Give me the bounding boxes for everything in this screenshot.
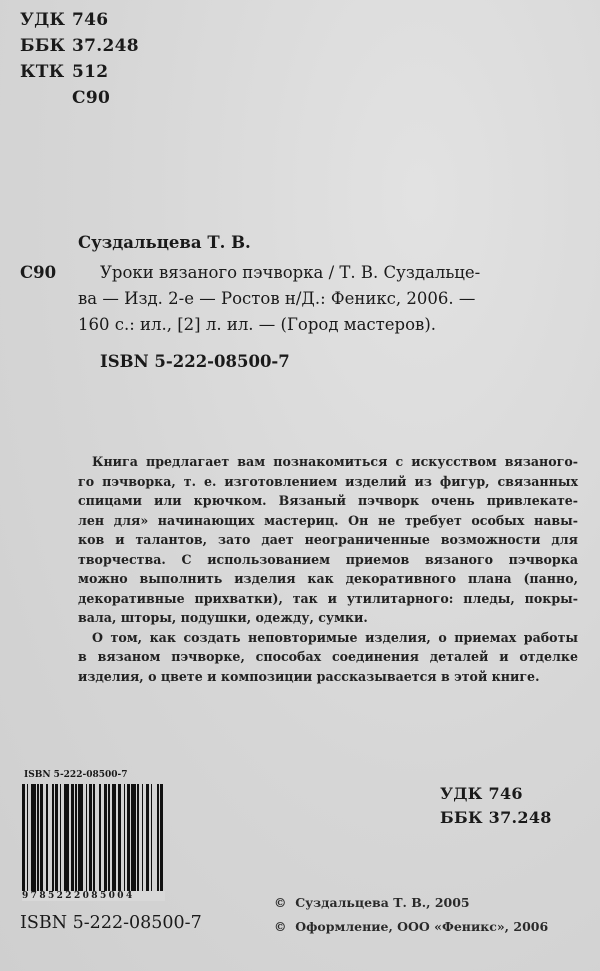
annotation-line: О том, как создать неповторимые изделия, о приемах работы (92, 630, 578, 645)
code-label: КТК (20, 62, 65, 82)
author-name: Суздальцева Т. В. (78, 233, 251, 252)
barcode-bar (163, 784, 165, 892)
copyright-text: Суздальцева Т. В., 2005 (295, 895, 470, 910)
bbk-code (20, 36, 139, 56)
code-label: УДК (20, 10, 66, 30)
copyright-text: Оформление, ООО «Феникс», 2006 (295, 919, 549, 934)
annotation-line: творчества. С использованием приемов вязаного пэчворка (78, 552, 578, 567)
annotation-line: изделия, о цвете и композиции рассказывается в этой книге. (78, 669, 540, 684)
record-mark: С90 (20, 263, 57, 282)
record-line: ва — Изд. 2-е — Ростов н/Д.: Феникс, 2006. — (78, 289, 476, 308)
record-line: 160 с.: ил., [2] л. ил. — (Город мастеров). (78, 315, 437, 334)
copyright-author (274, 895, 470, 910)
annotation-line: декоративные прихватки), так и утилитарного: пледы, покры- (78, 591, 578, 606)
code-label: ББК (20, 36, 66, 56)
author-mark: С90 (72, 88, 111, 108)
code-value: 512 (72, 62, 109, 82)
footer-udk: УДК 746 (440, 784, 523, 803)
record-line: Уроки вязаного пэчворка / Т. В. Суздальце- (100, 263, 481, 282)
annotation-line: ков и талантов, зато дает неограниченные возможности для (78, 532, 578, 547)
annotation-line: лен для» начинающих мастериц. Он не требует особых навы- (78, 513, 578, 528)
barcode-isbn: ISBN 5-222-08500-7 (24, 770, 128, 780)
udk-code (20, 10, 108, 30)
footer-bbk: ББК 37.248 (440, 808, 552, 827)
copyright-icon: © (274, 895, 287, 910)
annotation-line: в вязаном пэчворке, способах соединения деталей и отделке (78, 649, 578, 664)
barcode-digits: 9785222085004 (22, 891, 165, 901)
footer-isbn: ISBN 5-222-08500-7 (20, 913, 202, 933)
annotation-line: можно выполнить изделия как декоративного плана (панно, (78, 571, 578, 586)
copyright-icon: © (274, 919, 287, 934)
annotation-line: спицами или крючком. Вязаный пэчворк очень привлекате- (78, 493, 578, 508)
ktk-code (20, 62, 108, 82)
annotation-line: вала, шторы, подушки, одежду, сумки. (78, 610, 368, 625)
code-value: 746 (72, 10, 109, 30)
record-isbn: ISBN 5-222-08500-7 (100, 352, 290, 371)
copyright-design (274, 919, 548, 934)
annotation-line: Книга предлагает вам познакомиться с искусством вязаного- (92, 454, 578, 469)
annotation-line: го пэчворка, т. е. изготовлением изделий из фигур, связанных (78, 474, 578, 489)
code-value: 37.248 (72, 36, 139, 56)
barcode (22, 784, 165, 892)
